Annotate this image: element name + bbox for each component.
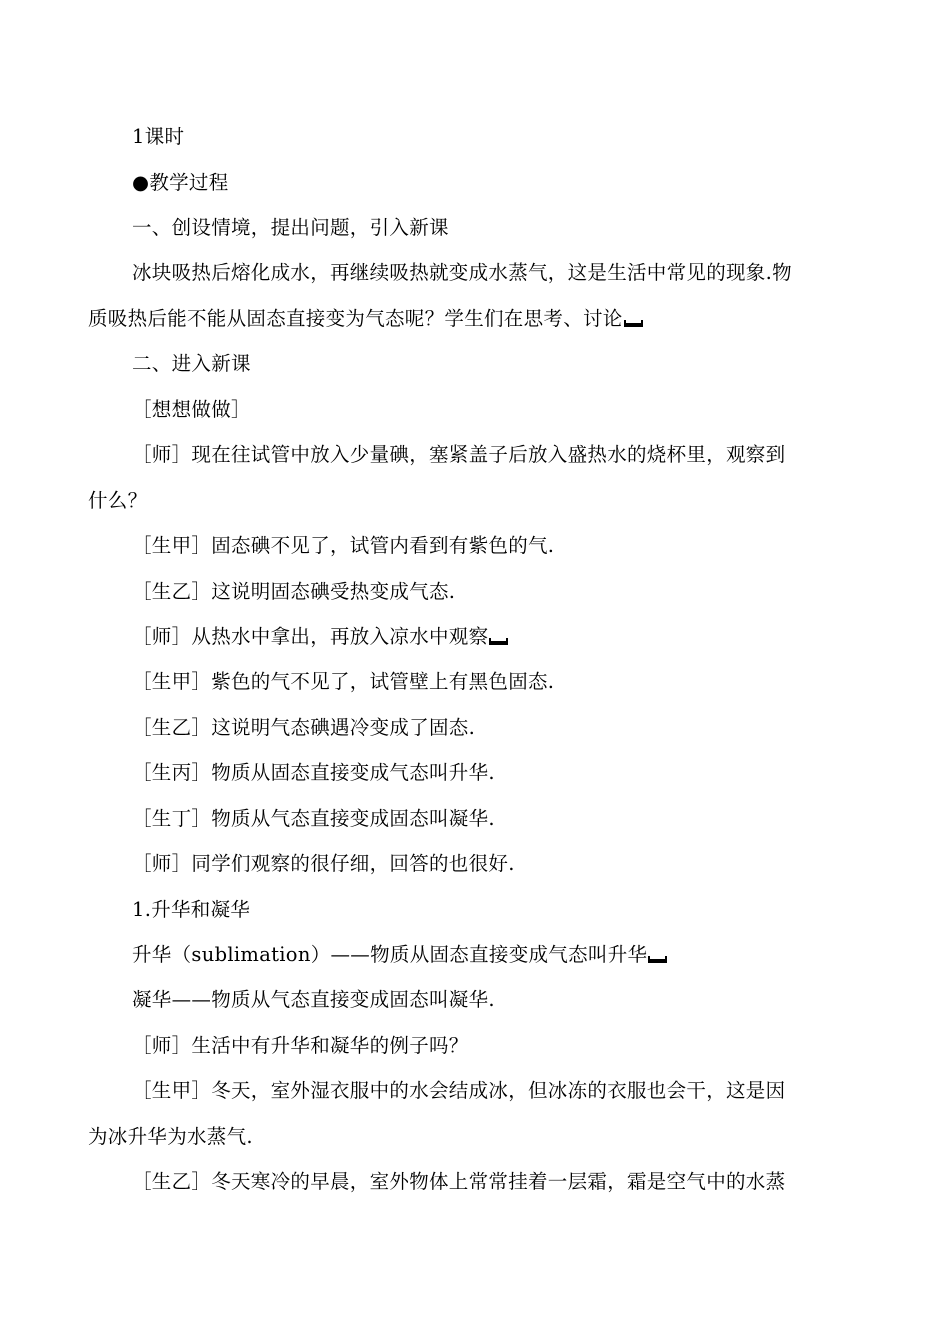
line-text: 为冰升华为水蒸气. bbox=[88, 1125, 253, 1148]
line-text: ［师］生活中有升华和凝华的例子吗？ bbox=[132, 1034, 469, 1057]
line-text: 升华（sublimation）——物质从固态直接变成气态叫升华 bbox=[132, 943, 648, 966]
line-text: ［生丙］物质从固态直接变成气态叫升华. bbox=[132, 761, 495, 784]
text-line bbox=[0, 305, 950, 333]
line-text: ［师］现在往试管中放入少量碘，塞紧盖子后放入盛热水的烧杯里，观察到 bbox=[132, 443, 786, 466]
text-line bbox=[0, 668, 950, 696]
line-text: 什么？ bbox=[88, 489, 148, 512]
text-line bbox=[0, 441, 950, 469]
text-line bbox=[0, 259, 950, 287]
text-line bbox=[0, 896, 950, 924]
line-text: ［生丁］物质从气态直接变成固态叫凝华. bbox=[132, 807, 495, 830]
line-text: 1.升华和凝华 bbox=[132, 898, 251, 921]
line-text: ●教学过程 bbox=[132, 171, 229, 194]
text-line bbox=[0, 169, 950, 197]
text-line bbox=[0, 1123, 950, 1151]
text-line bbox=[0, 214, 950, 242]
text-line bbox=[0, 1077, 950, 1105]
ellipsis-mark-icon bbox=[489, 638, 508, 645]
line-text: 冰块吸热后熔化成水，再继续吸热就变成水蒸气，这是生活中常见的现象.物 bbox=[132, 261, 792, 284]
line-text: ［生甲］冬天，室外湿衣服中的水会结成冰，但冰冻的衣服也会干，这是因 bbox=[132, 1079, 786, 1102]
ellipsis-mark-icon bbox=[648, 956, 667, 963]
text-line bbox=[0, 532, 950, 560]
text-line bbox=[0, 123, 950, 151]
text-line bbox=[0, 850, 950, 878]
text-line bbox=[0, 759, 950, 787]
text-line bbox=[0, 623, 950, 651]
line-text: ［想想做做］ bbox=[132, 398, 251, 421]
line-text: 1课时 bbox=[132, 125, 185, 148]
text-line bbox=[0, 805, 950, 833]
line-text: ［生乙］这说明固态碘受热变成气态. bbox=[132, 580, 456, 603]
line-text: ［生乙］这说明气态碘遇冷变成了固态. bbox=[132, 716, 476, 739]
text-line bbox=[0, 941, 950, 969]
line-text: 质吸热后能不能从固态直接变为气态呢？学生们在思考、讨论 bbox=[88, 307, 623, 330]
text-line bbox=[0, 986, 950, 1014]
text-line bbox=[0, 578, 950, 606]
text-line bbox=[0, 1168, 950, 1196]
ellipsis-mark-icon bbox=[624, 320, 643, 327]
line-text: ［生乙］冬天寒冷的早晨，室外物体上常常挂着一层霜，霜是空气中的水蒸 bbox=[132, 1170, 786, 1193]
text-line bbox=[0, 396, 950, 424]
text-line bbox=[0, 350, 950, 378]
line-text: ［师］同学们观察的很仔细，回答的也很好. bbox=[132, 852, 515, 875]
line-text: ［生甲］固态碘不见了，试管内看到有紫色的气. bbox=[132, 534, 555, 557]
text-line bbox=[0, 1032, 950, 1060]
text-line bbox=[0, 487, 950, 515]
line-text: 凝华——物质从气态直接变成固态叫凝华. bbox=[132, 988, 495, 1011]
line-text: ［师］从热水中拿出，再放入凉水中观察 bbox=[132, 625, 489, 648]
line-text: 一、创设情境，提出问题，引入新课 bbox=[132, 216, 449, 239]
line-text: 二、进入新课 bbox=[132, 352, 251, 375]
line-text: ［生甲］紫色的气不见了，试管壁上有黑色固态. bbox=[132, 670, 555, 693]
text-line bbox=[0, 714, 950, 742]
